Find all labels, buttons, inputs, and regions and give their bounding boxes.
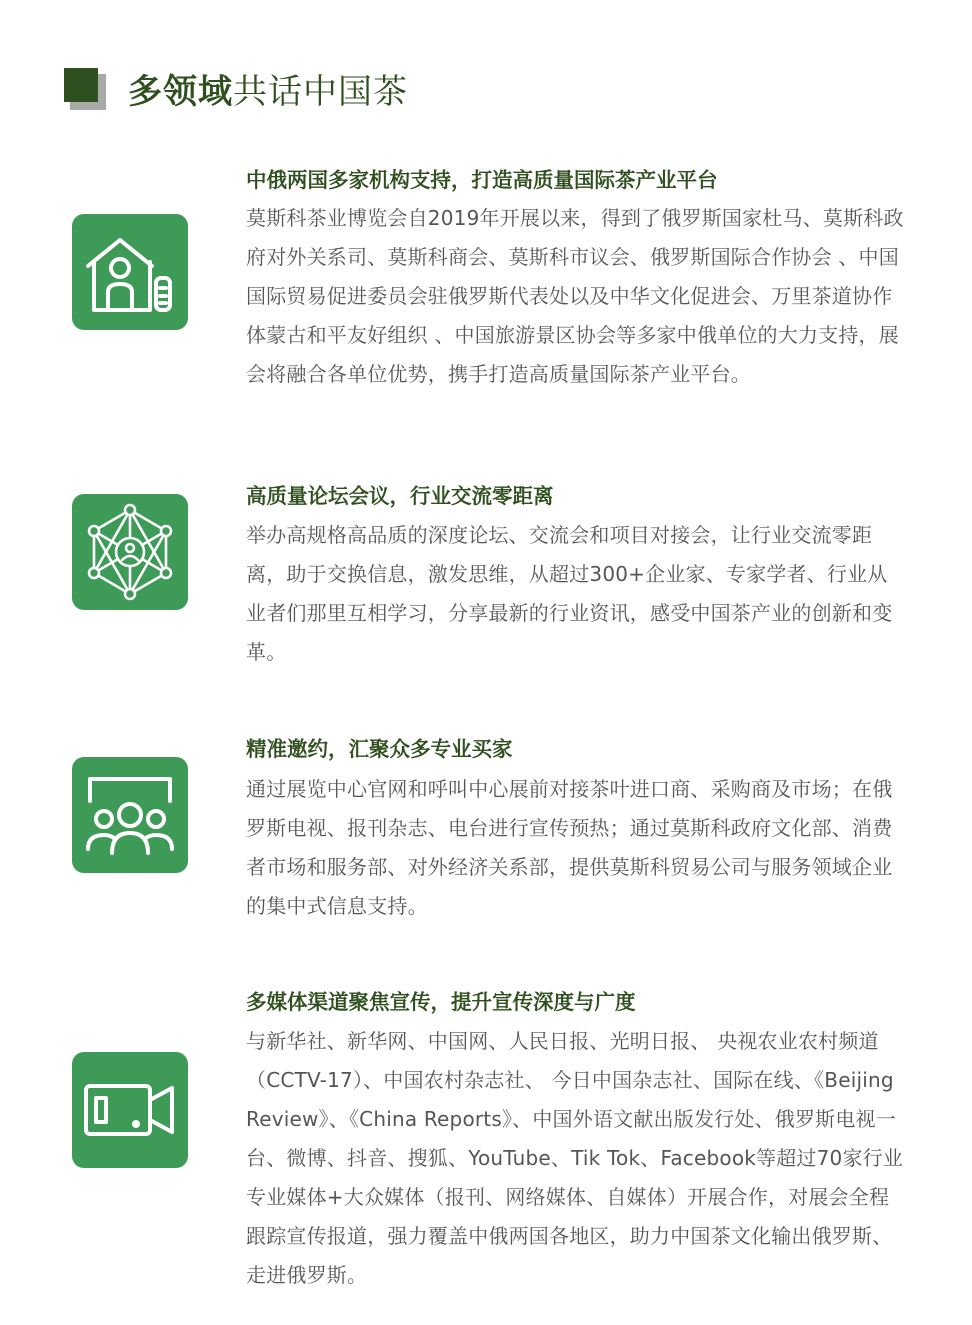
section-title: 精准邀约，汇聚众多专业买家 [246,737,513,761]
section-title: 中俄两国多家机构支持，打造高质量国际茶产业平台 [246,168,718,192]
page-title-rest: 共话中国茶 [233,72,408,112]
page-title-bold: 多领域 [128,72,233,112]
section-body: 与新华社、新华网、中国网、人民日报、光明日报、 央视农业农村频道（CCTV-17）、中国农村杂志社、 今日中国杂志社、国际在线、《Beijing Review》、《China Reports》、中国外语文献出版发行处、俄罗斯电视一台、微博、抖音、搜狐、YouTube、Tik Tok、Facebook等超过70家行业专业媒体+大众媒体（报刊、网络媒体、自媒体）开展合作，对展会全程跟踪宣传报道，强力覆盖中俄两国各地区，助力中国茶文化输出俄罗斯、走进俄罗斯。 [246,1029,904,1287]
section-title: 多媒体渠道聚焦宣传，提升宣传深度与广度 [246,990,636,1014]
section-body: 莫斯科茶业博览会自2019年开展以来，得到了俄罗斯国家杜马、莫斯科政府对外关系司、莫斯科商会、莫斯科市议会、俄罗斯国际合作协会 、中国国际贸易促进委员会驻俄罗斯代表处以及中华文化促进会、万里茶道协作体蒙古和平友好组织 、中国旅游景区协会等多家中俄单位的大力支持，展会将融合各单位优势，携手打造高质量国际茶产业平台。 [246,206,904,386]
network-icon [72,494,188,610]
video-camera-icon [72,1052,188,1168]
section-body: 通过展览中心官网和呼叫中心展前对接茶叶进口商、采购商及市场；在俄罗斯电视、报刊杂志、电台进行宣传预热；通过莫斯科政府文化部、消费者市场和服务部、对外经济关系部，提供莫斯科贸易公司与服务领域企业的集中式信息支持。 [246,777,893,918]
section-title: 高质量论坛会议，行业交流零距离 [246,484,554,508]
section-body: 举办高规格高品质的深度论坛、交流会和项目对接会，让行业交流零距离，助于交换信息，激发思维，从超过300+企业家、专家学者、行业从业者们那里互相学习，分享最新的行业资讯，感受中国茶产业的创新和变革。 [246,523,893,664]
group-icon [72,757,188,873]
page-header [62,66,922,116]
page-title [128,68,408,116]
house-icon [72,214,188,330]
header-square-icon [62,66,110,114]
